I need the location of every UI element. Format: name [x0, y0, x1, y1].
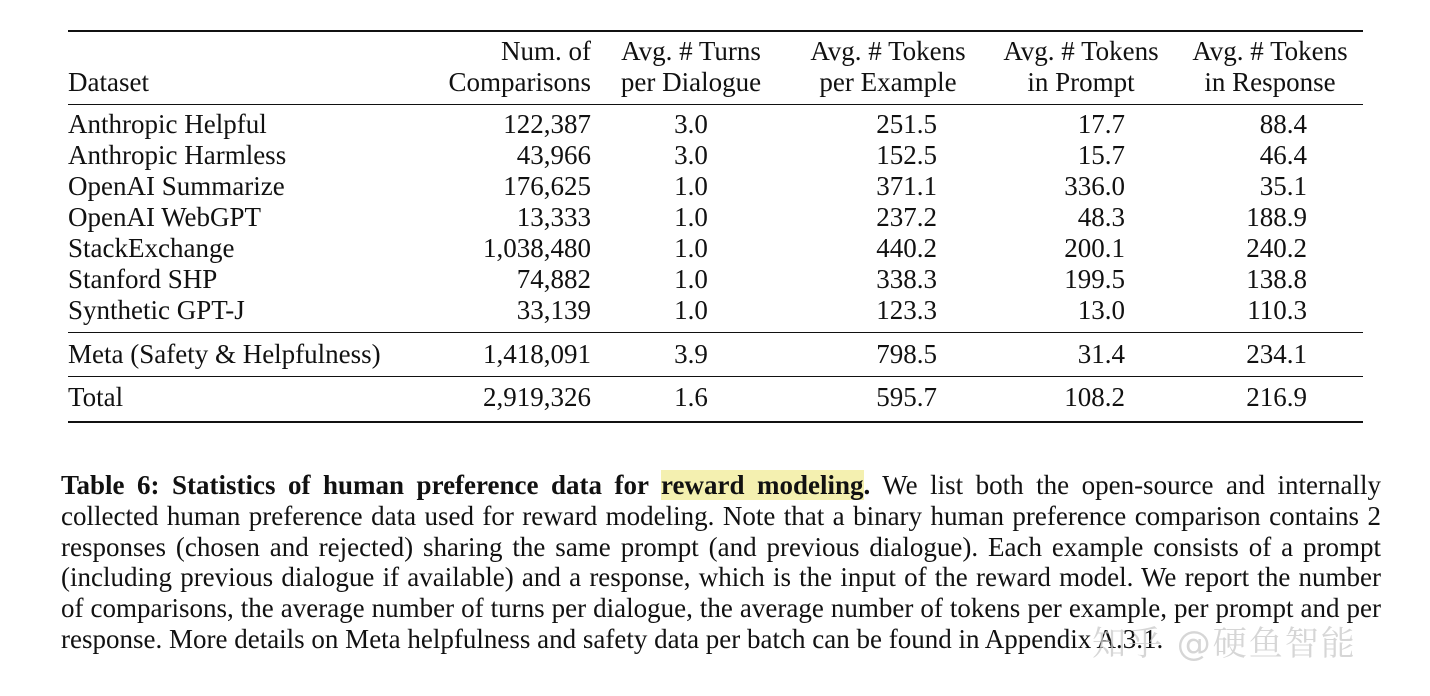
statistics-table-container: [68, 30, 1363, 423]
cell-tokens-prompt: 17.7: [1077, 109, 1125, 139]
header-dataset: [68, 31, 413, 105]
header-avg-tokens-prompt: [985, 31, 1177, 105]
cell-dataset: OpenAI Summarize: [68, 171, 285, 201]
cell-tokens-prompt: 15.7: [1077, 140, 1125, 170]
table-caption: [61, 470, 1381, 655]
table-row: [68, 233, 1363, 264]
cell-tokens-example: 798.5: [876, 339, 937, 369]
header-tex-line1: Avg. # Tokens: [810, 36, 966, 66]
caption-body: We list both the open-source and internally collected human preference data used for reward modeling. Note that a binary human preference comparison contains 2 responses (chosen and rejected) sharing the same prompt (and previous dialogue). Each example consists of a prompt (including previous dialogue if available) and a response, which is the input of the reward model. We report the number of comparisons, the average number of turns per dialogue, the average number of tokens per example, per prompt and per response. More details on Meta helpfulness and safety data per batch can be found in Appendix A.3.1.: [61, 470, 1381, 654]
cell-turns: 1.0: [674, 233, 708, 263]
statistics-table: [68, 30, 1363, 423]
cell-num: 74,882: [516, 264, 591, 294]
table-row: [68, 171, 1363, 202]
cell-tokens-prompt: 336.0: [1064, 171, 1125, 201]
cell-turns: 1.0: [674, 264, 708, 294]
cell-num: 43,966: [516, 140, 591, 170]
cell-num: 1,038,480: [483, 233, 591, 263]
table-row: [68, 140, 1363, 171]
cell-tokens-response: 188.9: [1246, 202, 1307, 232]
header-tre-line2: in Response: [1204, 67, 1336, 97]
cell-tokens-example: 338.3: [876, 264, 937, 294]
cell-num: 13,333: [516, 202, 591, 232]
header-avg-tokens-example: [791, 31, 985, 105]
meta-dataset: [68, 333, 1363, 377]
cell-tokens-prompt: 108.2: [1064, 382, 1125, 412]
header-tpr-line2: in Prompt: [1027, 67, 1135, 97]
cell-turns: 1.6: [674, 382, 708, 412]
cell-num: 122,387: [503, 109, 591, 139]
cell-turns: 1.0: [674, 171, 708, 201]
cell-tokens-example: 251.5: [876, 109, 937, 139]
header-avg-turns: [591, 31, 791, 105]
table-row: [68, 295, 1363, 333]
total-row: [68, 377, 1363, 423]
table-row: [68, 105, 1363, 141]
cell-num: 33,139: [516, 295, 591, 325]
cell-tokens-example: 371.1: [876, 171, 937, 201]
cell-dataset: Anthropic Helpful: [68, 109, 267, 139]
cell-tokens-prompt: 200.1: [1064, 233, 1125, 263]
cell-turns: 1.0: [674, 295, 708, 325]
cell-tokens-example: 440.2: [876, 233, 937, 263]
header-tre-line1: Avg. # Tokens: [1192, 36, 1348, 66]
cell-dataset: Stanford SHP: [68, 264, 218, 294]
header-tpr-line1: Avg. # Tokens: [1003, 36, 1159, 66]
cell-tokens-response: 216.9: [1246, 382, 1307, 412]
cell-tokens-example: 237.2: [876, 202, 937, 232]
cell-tokens-response: 35.1: [1259, 171, 1307, 201]
meta-row: [68, 333, 1363, 377]
header-num-line2: Comparisons: [448, 67, 591, 97]
caption-label-end: .: [863, 470, 871, 500]
cell-dataset: Total: [68, 382, 124, 412]
cell-turns: 3.0: [674, 140, 708, 170]
table-header: [68, 31, 1363, 105]
cell-dataset: Anthropic Harmless: [68, 140, 287, 170]
watermark-text: 知乎 @硬鱼智能: [1092, 624, 1357, 664]
cell-tokens-example: 152.5: [876, 140, 937, 170]
cell-tokens-prompt: 199.5: [1064, 264, 1125, 294]
header-dataset-label: Dataset: [68, 67, 149, 97]
open-source-datasets: [68, 105, 1363, 333]
header-avg-tokens-response: [1177, 31, 1363, 105]
caption-label: Table 6: Statistics of human preference data for: [61, 470, 661, 500]
cell-tokens-example: 123.3: [876, 295, 937, 325]
header-row: [68, 31, 1363, 105]
cell-dataset: StackExchange: [68, 233, 235, 263]
cell-dataset: Synthetic GPT-J: [68, 295, 245, 325]
cell-turns: 3.9: [674, 339, 708, 369]
cell-tokens-response: 138.8: [1246, 264, 1307, 294]
cell-tokens-example: 595.7: [876, 382, 937, 412]
table-row: [68, 264, 1363, 295]
header-num-line1: Num. of: [501, 36, 591, 66]
header-tex-line2: per Example: [819, 67, 957, 97]
cell-tokens-response: 88.4: [1259, 109, 1307, 139]
cell-dataset: OpenAI WebGPT: [68, 202, 262, 232]
cell-num: 1,418,091: [483, 339, 591, 369]
total-section: [68, 377, 1363, 423]
cell-tokens-prompt: 31.4: [1077, 339, 1125, 369]
caption-highlight: reward modeling: [661, 470, 864, 500]
cell-tokens-response: 46.4: [1259, 140, 1307, 170]
cell-tokens-prompt: 48.3: [1077, 202, 1125, 232]
cell-num: 176,625: [503, 171, 591, 201]
cell-turns: 1.0: [674, 202, 708, 232]
table-row: [68, 202, 1363, 233]
cell-tokens-prompt: 13.0: [1077, 295, 1125, 325]
header-turns-line1: Avg. # Turns: [621, 36, 761, 66]
cell-tokens-response: 240.2: [1246, 233, 1307, 263]
cell-dataset: Meta (Safety & Helpfulness): [68, 339, 381, 369]
header-turns-line2: per Dialogue: [620, 67, 762, 97]
cell-turns: 3.0: [674, 109, 708, 139]
header-num-comparisons: [413, 31, 591, 105]
cell-tokens-response: 110.3: [1247, 295, 1307, 325]
cell-num: 2,919,326: [483, 382, 591, 412]
cell-tokens-response: 234.1: [1246, 339, 1307, 369]
